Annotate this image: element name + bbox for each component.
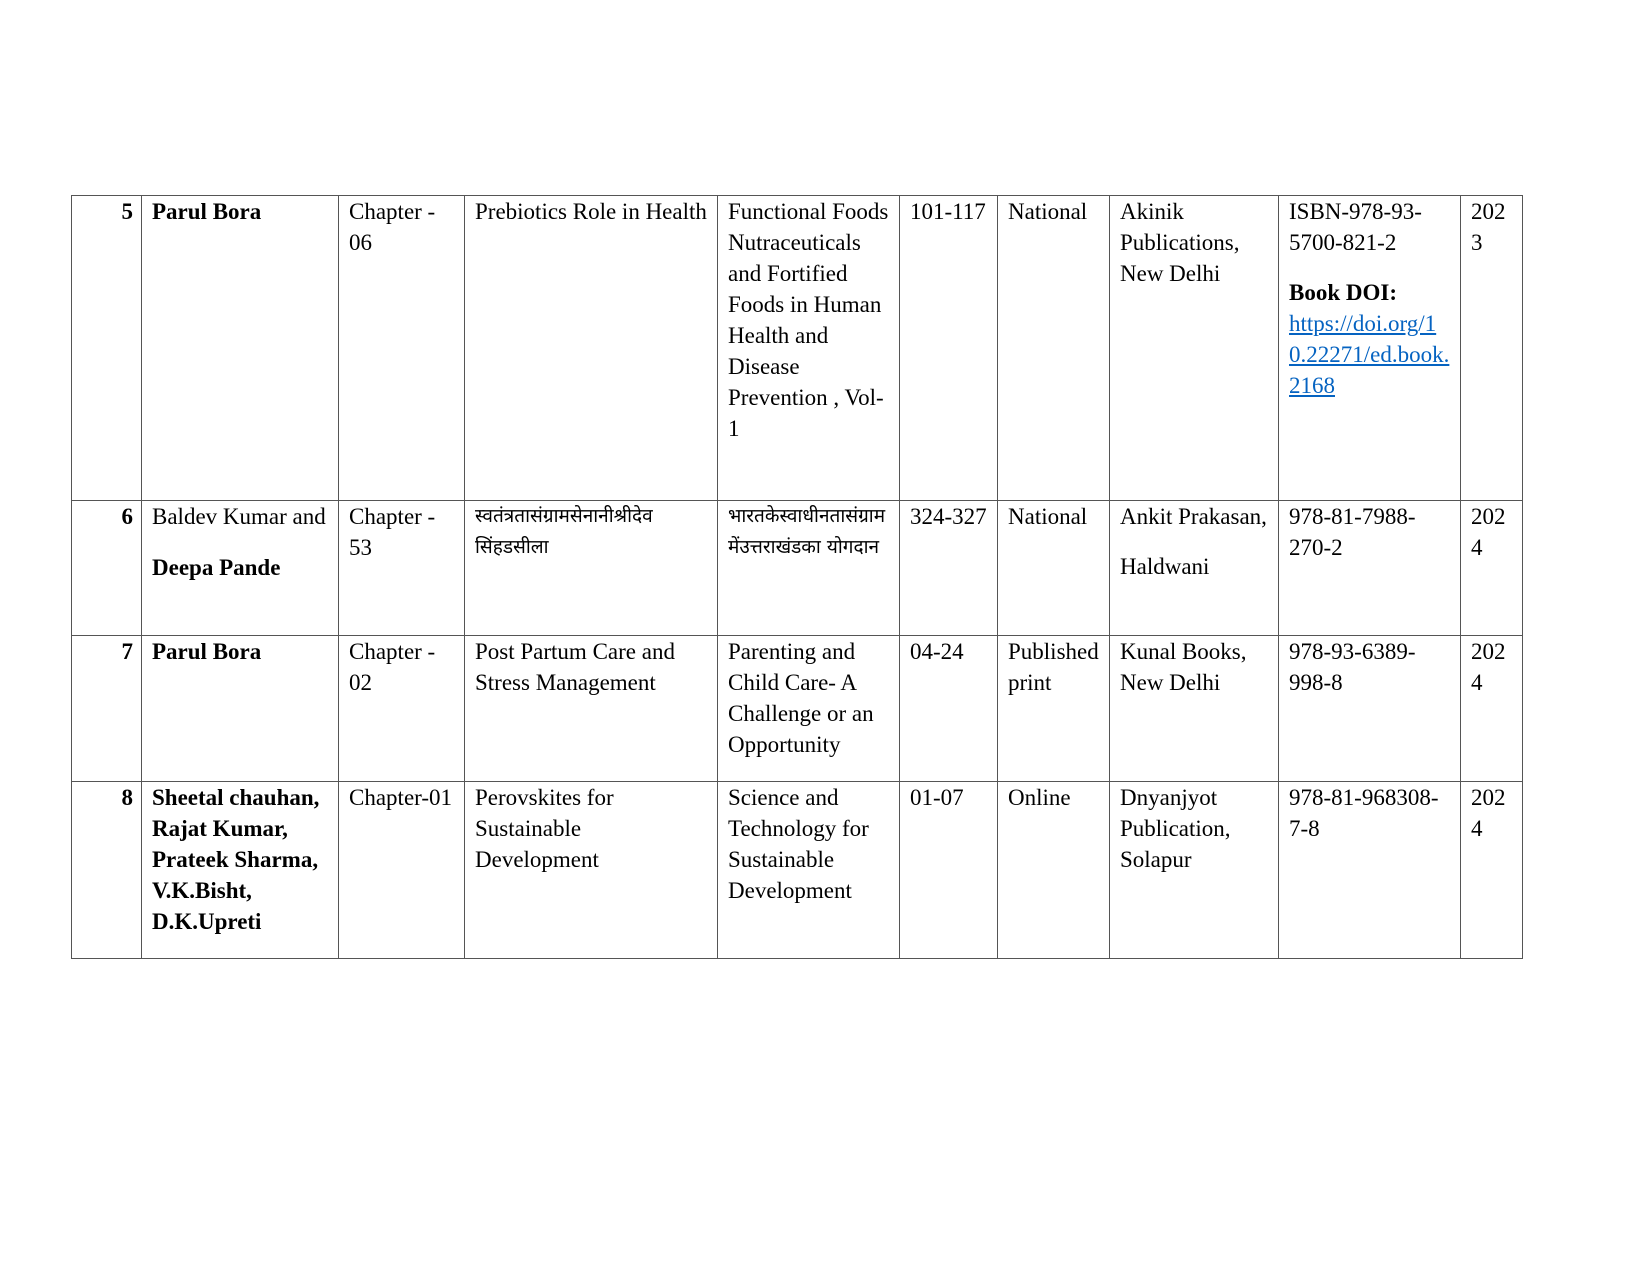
spacer — [152, 532, 330, 552]
author-name: Baldev Kumar and — [152, 504, 326, 529]
serial-number: 5 — [72, 196, 142, 501]
level-cell: National — [998, 196, 1110, 501]
chapter-title-cell: Prebiotics Role in Health — [465, 196, 718, 501]
pages-cell: 04-24 — [900, 636, 998, 782]
table-row — [72, 501, 1523, 636]
chapter-title-cell: Perovskites for Sustainable Development — [465, 782, 718, 959]
book-title-cell: Functional Foods Nutraceuticals and Fortified Foods in Human Health and Disease Prevention , Vol-1 — [718, 196, 900, 501]
publications-table — [71, 195, 1523, 959]
authors-cell — [142, 196, 339, 501]
isbn-cell: 978-93-6389-998-8 — [1279, 636, 1461, 782]
isbn-cell: 978-81-7988-270-2 — [1279, 501, 1461, 636]
table-row — [72, 782, 1523, 959]
year-cell: 2024 — [1461, 636, 1523, 782]
publisher-cell: Kunal Books, New Delhi — [1110, 636, 1279, 782]
author-name: Deepa Pande — [152, 555, 281, 580]
pages-cell: 324-327 — [900, 501, 998, 636]
author-name: Sheetal chauhan, Rajat Kumar, Prateek Sharma, V.K.Bisht, D.K.Upreti — [152, 785, 320, 934]
publisher-city: Haldwani — [1120, 554, 1210, 579]
year-cell: 2024 — [1461, 501, 1523, 636]
table-row — [72, 636, 1523, 782]
serial-number: 8 — [72, 782, 142, 959]
spacer — [1289, 258, 1452, 277]
pages-cell: 101-117 — [900, 196, 998, 501]
doi-link[interactable]: https://doi.org/10.22271/ed.book.2168 — [1289, 311, 1450, 398]
publisher-cell: Dnyanjyot Publication, Solapur — [1110, 782, 1279, 959]
level-cell: National — [998, 501, 1110, 636]
author-name: Parul Bora — [152, 199, 262, 224]
book-title-cell: Science and Technology for Sustainable Development — [718, 782, 900, 959]
year-cell: 2024 — [1461, 782, 1523, 959]
isbn-cell — [1279, 196, 1461, 501]
chapter-cell: Chapter - 02 — [339, 636, 465, 782]
author-name: Parul Bora — [152, 639, 262, 664]
publisher-cell: Akinik Publications, New Delhi — [1110, 196, 1279, 501]
chapter-cell: Chapter-01 — [339, 782, 465, 959]
spacer — [1120, 532, 1270, 551]
book-title-cell: Parenting and Child Care- A Challenge or an Opportunity — [718, 636, 900, 782]
doi-label: Book DOI: — [1289, 280, 1397, 305]
chapter-cell: Chapter - 53 — [339, 501, 465, 636]
authors-cell — [142, 636, 339, 782]
serial-number: 7 — [72, 636, 142, 782]
isbn-value: ISBN-978-93-5700-821-2 — [1289, 199, 1422, 255]
level-cell: Published print — [998, 636, 1110, 782]
isbn-cell: 978-81-968308-7-8 — [1279, 782, 1461, 959]
authors-cell — [142, 501, 339, 636]
chapter-cell: Chapter - 06 — [339, 196, 465, 501]
chapter-title-cell: Post Partum Care and Stress Management — [465, 636, 718, 782]
pages-cell: 01-07 — [900, 782, 998, 959]
book-title-cell: भारतकेस्वाधीनतासंग्राममेंउत्तराखंडका योगदान — [718, 501, 900, 636]
publisher-name: Ankit Prakasan, — [1120, 504, 1267, 529]
year-cell: 2023 — [1461, 196, 1523, 501]
chapter-title-cell: स्वतंत्रतासंग्रामसेनानीश्रीदेव सिंहडसीला — [465, 501, 718, 636]
level-cell: Online — [998, 782, 1110, 959]
serial-number: 6 — [72, 501, 142, 636]
table-row — [72, 196, 1523, 501]
authors-cell — [142, 782, 339, 959]
publisher-cell — [1110, 501, 1279, 636]
